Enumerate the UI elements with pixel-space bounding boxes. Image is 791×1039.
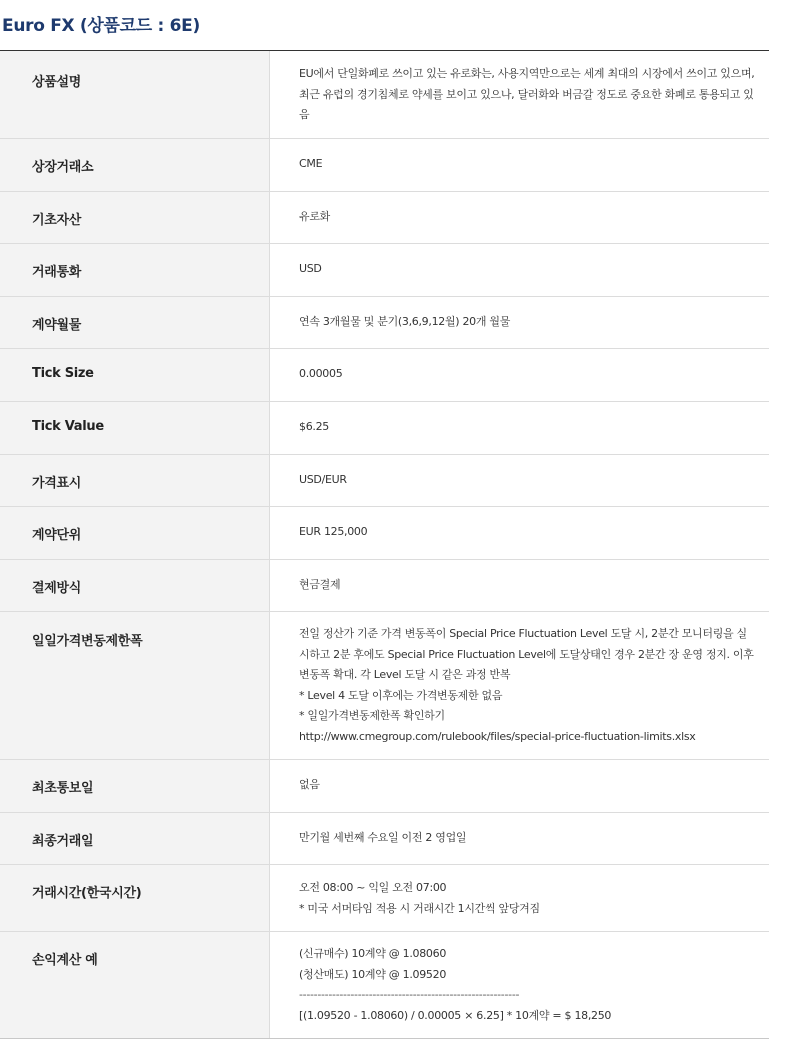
divider-line: ------------------------------------------------------------: [299, 988, 520, 1001]
table-row: [0, 760, 769, 813]
row-label: 거래시간(한국시간): [0, 865, 270, 931]
table-row: [0, 192, 769, 244]
value-line: 없음: [299, 778, 320, 791]
value-line: CME: [299, 157, 323, 170]
row-label: 최종거래일: [0, 813, 270, 864]
value-line: 현금결제: [299, 578, 341, 591]
value-line: 전일 정산가 기준 가격 변동폭이 Special Price Fluctuation Level 도달 시, 2분간 모니터링을 실시하고 2분 후에도 Special Price Fluctuation Level에 도달상태인 경우 2분간 장 운영 정지. 이후 변동폭 확대. 각 Level 도달 시 같은 과정 반복: [299, 627, 754, 681]
row-label: 일일가격변동제한폭: [0, 612, 270, 759]
table-row: [0, 507, 769, 560]
value-line: 0.00005: [299, 367, 343, 380]
value-line: * 미국 서머타임 적용 시 거래시간 1시간씩 앞당겨짐: [299, 901, 540, 915]
value-line: * Level 4 도달 이후에는 가격변동제한 없음: [299, 688, 503, 702]
value-line: * 일일가격변동제한폭 확인하기: [299, 709, 445, 722]
page-title: Euro FX (상품코드 : 6E): [2, 16, 200, 36]
value-line: EUR 125,000: [299, 525, 368, 538]
row-value: [270, 760, 769, 812]
row-label: 최초통보일: [0, 760, 270, 812]
value-line: [(1.09520 - 1.08060) / 0.00005 × 6.25] * 10계약 = $ 18,250: [299, 1008, 612, 1022]
value-line: 유로화: [299, 210, 330, 223]
row-label: 결제방식: [0, 560, 270, 611]
value-line: USD: [299, 262, 322, 275]
value-line: (신규매수) 10계약 @ 1.08060: [299, 947, 447, 960]
row-value: [270, 612, 769, 759]
row-label: 상품설명: [0, 51, 270, 138]
table-row: [0, 813, 769, 865]
table-row: [0, 865, 769, 932]
table-row: [0, 297, 769, 349]
row-value: [270, 932, 769, 1038]
table-row: [0, 402, 769, 455]
row-value: [270, 139, 769, 191]
value-line: 연속 3개월물 및 분기(3,6,9,12월) 20개 월물: [299, 315, 511, 328]
table-row: [0, 612, 769, 760]
value-line: (청산매도) 10계약 @ 1.09520: [299, 967, 447, 981]
row-label: 거래통화: [0, 244, 270, 296]
value-line: $6.25: [299, 420, 329, 433]
row-value: [270, 297, 769, 348]
table-row: [0, 455, 769, 507]
row-label: 기초자산: [0, 192, 270, 243]
table-row: [0, 244, 769, 297]
value-line: 만기월 세번째 수요일 이전 2 영업일: [299, 831, 467, 844]
row-value: [270, 244, 769, 296]
row-label: 가격표시: [0, 455, 270, 506]
table-row: [0, 139, 769, 192]
row-value: [270, 192, 769, 243]
spec-table: [0, 50, 769, 1039]
table-row: [0, 349, 769, 402]
value-line: EU에서 단일화폐로 쓰이고 있는 유로화는, 사용지역만으로는 세계 최대의 시장에서 쓰이고 있으며, 최근 유럽의 경기침체로 약세를 보이고 있으나, 달러화와 버금갈 정도로 중요한 화폐로 통용되고 있음: [299, 67, 755, 121]
table-row: [0, 932, 769, 1039]
value-line: USD/EUR: [299, 473, 347, 486]
row-value: [270, 455, 769, 506]
row-value: [270, 402, 769, 454]
value-line: 오전 08:00 ~ 익일 오전 07:00: [299, 881, 447, 894]
row-label: 손익계산 예: [0, 932, 270, 1038]
row-label: Tick Size: [0, 349, 270, 401]
row-value: [270, 813, 769, 864]
row-label: 계약단위: [0, 507, 270, 559]
row-label: 상장거래소: [0, 139, 270, 191]
row-label: Tick Value: [0, 402, 270, 454]
row-label: 계약월물: [0, 297, 270, 348]
table-row: [0, 51, 769, 139]
link-text[interactable]: http://www.cmegroup.com/rulebook/files/special-price-fluctuation-limits.xlsx: [299, 729, 696, 743]
row-value: [270, 349, 769, 401]
row-value: [270, 560, 769, 611]
row-value: [270, 51, 769, 138]
row-value: [270, 865, 769, 931]
table-row: [0, 560, 769, 612]
row-value: [270, 507, 769, 559]
